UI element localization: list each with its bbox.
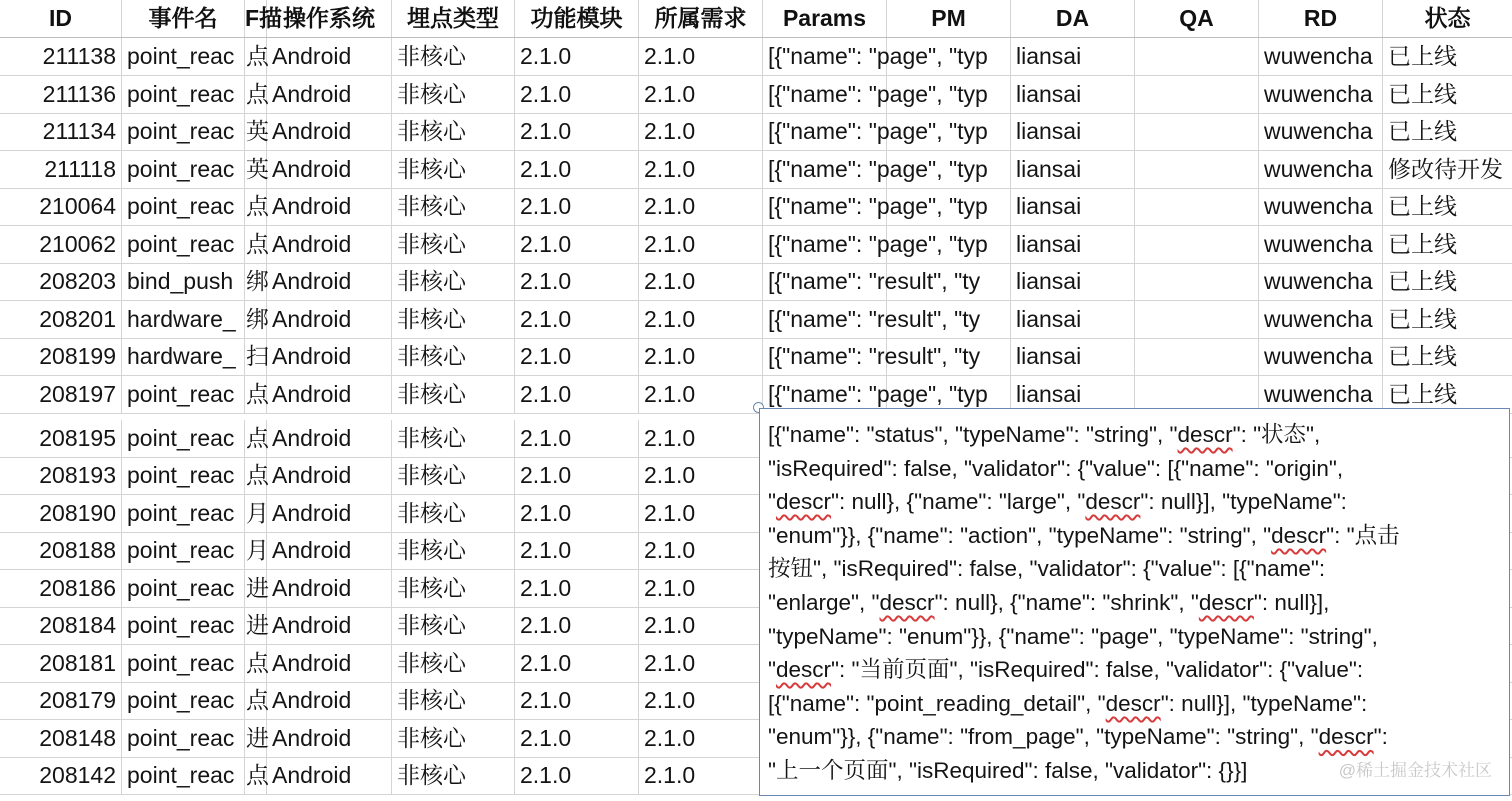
- cell-da[interactable]: liansai: [1011, 188, 1135, 225]
- cell-f[interactable]: 点: [245, 757, 267, 794]
- cell-f[interactable]: 点: [245, 38, 267, 75]
- cell-id[interactable]: 210062: [0, 226, 122, 263]
- cell-id[interactable]: 211118: [0, 151, 122, 188]
- cell-event-name[interactable]: point_reac: [122, 113, 245, 150]
- cell-event-name[interactable]: point_reac: [122, 188, 245, 225]
- header-event-name[interactable]: 事件名: [122, 0, 245, 37]
- cell-qa[interactable]: [1135, 38, 1259, 75]
- cell-os[interactable]: Android: [267, 301, 392, 338]
- cell-f[interactable]: 点: [245, 682, 267, 719]
- header-requirement[interactable]: 所属需求: [639, 0, 763, 37]
- popup-text: ": null}, {"name": "large", ": [831, 489, 1086, 515]
- header-os[interactable]: 操作系统: [267, 0, 392, 37]
- cell-track-type[interactable]: 非核心: [392, 38, 515, 75]
- cell-id[interactable]: 211134: [0, 113, 122, 150]
- cell-status[interactable]: 已上线: [1388, 343, 1457, 369]
- cell-module[interactable]: 2.1.0: [515, 226, 639, 263]
- cell-params[interactable]: [{"name": "page", "typ: [763, 376, 887, 413]
- spellcheck-flagged-word[interactable]: descr: [1318, 724, 1374, 750]
- cell-status[interactable]: 已上线: [1388, 43, 1457, 69]
- cell-f[interactable]: 点: [245, 226, 267, 263]
- cell-module[interactable]: 2.1.0: [515, 38, 639, 75]
- cell-module[interactable]: 2.1.0: [515, 682, 639, 719]
- cell-event-name[interactable]: point_reac: [122, 420, 245, 457]
- cell-track-type[interactable]: 非核心: [392, 532, 515, 569]
- cell-track-type[interactable]: 非核心: [392, 226, 515, 263]
- cell-event-name[interactable]: point_reac: [122, 495, 245, 532]
- cell-params[interactable]: [{"name": "page", "typ: [763, 188, 887, 225]
- cell-rd[interactable]: wuwencha: [1259, 338, 1383, 375]
- cell-qa[interactable]: [1135, 263, 1259, 300]
- cell-os[interactable]: Android: [267, 376, 392, 413]
- table-row: [0, 188, 1512, 226]
- cell-event-name[interactable]: bind_push: [122, 263, 245, 300]
- cell-params[interactable]: [{"name": "page", "typ: [763, 76, 887, 113]
- cell-qa[interactable]: [1135, 76, 1259, 113]
- cell-module[interactable]: 2.1.0: [515, 570, 639, 607]
- cell-params[interactable]: [{"name": "result", "ty: [763, 338, 887, 375]
- spellcheck-flagged-word[interactable]: descr: [1271, 522, 1327, 548]
- cell-requirement[interactable]: 2.1.0: [639, 188, 763, 225]
- cell-module[interactable]: 2.1.0: [515, 645, 639, 682]
- popup-text: ": "点击 按钮", "isRequired": false, "validator": {"value": [{"name": "enlarge", ": [768, 522, 1400, 615]
- cell-event-name[interactable]: point_reac: [122, 757, 245, 794]
- cell-id[interactable]: 208179: [0, 682, 122, 719]
- cell-id[interactable]: 208203: [0, 263, 122, 300]
- cell-requirement[interactable]: 2.1.0: [639, 76, 763, 113]
- popup-text: ": null}], "typeName": "enum"}}, {"name": "from_page", "typeName": "string", ": [768, 690, 1368, 750]
- cell-event-name[interactable]: point_reac: [122, 720, 245, 757]
- cell-track-type[interactable]: 非核心: [392, 757, 515, 794]
- header-da[interactable]: DA: [1011, 0, 1135, 37]
- cell-os[interactable]: Android: [267, 532, 392, 569]
- cell-pm[interactable]: [887, 338, 1011, 375]
- cell-os[interactable]: Android: [267, 113, 392, 150]
- cell-da[interactable]: liansai: [1011, 376, 1135, 413]
- cell-track-type[interactable]: 非核心: [392, 376, 515, 413]
- cell-requirement[interactable]: 2.1.0: [639, 757, 763, 794]
- spellcheck-flagged-word[interactable]: descr: [879, 589, 935, 615]
- cell-status[interactable]: 已上线: [1388, 81, 1457, 107]
- table-row: [0, 338, 1512, 376]
- cell-status[interactable]: 已上线: [1388, 268, 1457, 294]
- cell-requirement[interactable]: 2.1.0: [639, 495, 763, 532]
- cell-module[interactable]: 2.1.0: [515, 420, 639, 457]
- cell-module[interactable]: 2.1.0: [515, 338, 639, 375]
- cell-id[interactable]: 208181: [0, 645, 122, 682]
- header-params[interactable]: Params: [763, 0, 887, 37]
- header-f[interactable]: F描: [245, 0, 267, 37]
- popup-text: ": "状态", "isRequired": false, "validator": {"value": [{"name": "origin", ": [768, 422, 1344, 515]
- cell-module[interactable]: 2.1.0: [515, 301, 639, 338]
- cell-os[interactable]: Android: [267, 226, 392, 263]
- cell-rd[interactable]: wuwencha: [1259, 38, 1383, 75]
- cell-requirement[interactable]: 2.1.0: [639, 607, 763, 644]
- table-row: [0, 226, 1512, 264]
- cell-status[interactable]: 已上线: [1388, 381, 1457, 407]
- cell-track-type[interactable]: 非核心: [392, 607, 515, 644]
- cell-id[interactable]: 208197: [0, 376, 122, 413]
- cell-module[interactable]: 2.1.0: [515, 188, 639, 225]
- header-id[interactable]: ID: [0, 0, 122, 37]
- spellcheck-flagged-word[interactable]: descr: [1085, 489, 1141, 515]
- cell-qa[interactable]: [1135, 301, 1259, 338]
- cell-status[interactable]: 已上线: [1388, 306, 1457, 332]
- cell-requirement[interactable]: 2.1.0: [639, 645, 763, 682]
- cell-pm[interactable]: [887, 263, 1011, 300]
- cell-module[interactable]: 2.1.0: [515, 263, 639, 300]
- cell-f[interactable]: 点: [245, 645, 267, 682]
- cell-id[interactable]: 208193: [0, 457, 122, 494]
- cell-id[interactable]: 208186: [0, 570, 122, 607]
- table-row: [0, 113, 1512, 151]
- cell-f[interactable]: 进: [245, 570, 267, 607]
- cell-f[interactable]: 绑: [245, 263, 267, 300]
- cell-params[interactable]: [{"name": "page", "typ: [763, 226, 887, 263]
- cell-f[interactable]: 绑: [245, 301, 267, 338]
- table-row: [0, 151, 1512, 189]
- cell-os[interactable]: Android: [267, 151, 392, 188]
- cell-event-name[interactable]: point_reac: [122, 226, 245, 263]
- cell-os[interactable]: Android: [267, 263, 392, 300]
- cell-pm[interactable]: [887, 76, 1011, 113]
- cell-requirement[interactable]: 2.1.0: [639, 151, 763, 188]
- cell-requirement[interactable]: 2.1.0: [639, 338, 763, 375]
- cell-id[interactable]: 208195: [0, 420, 122, 457]
- cell-requirement[interactable]: 2.1.0: [639, 420, 763, 457]
- cell-id[interactable]: 208199: [0, 338, 122, 375]
- cell-os[interactable]: Android: [267, 76, 392, 113]
- cell-rd[interactable]: wuwencha: [1259, 301, 1383, 338]
- spellcheck-flagged-word[interactable]: descr: [776, 657, 832, 683]
- cell-os[interactable]: Android: [267, 682, 392, 719]
- cell-event-name[interactable]: point_reac: [122, 151, 245, 188]
- cell-os[interactable]: Android: [267, 645, 392, 682]
- cell-track-type[interactable]: 非核心: [392, 457, 515, 494]
- spellcheck-flagged-word[interactable]: descr: [1105, 690, 1161, 716]
- cell-track-type[interactable]: 非核心: [392, 263, 515, 300]
- cell-event-name[interactable]: point_reac: [122, 532, 245, 569]
- cell-status[interactable]: 已上线: [1388, 231, 1457, 257]
- popup-text: ": null}, {"name": "shrink", ": [934, 589, 1199, 615]
- cell-qa[interactable]: [1135, 188, 1259, 225]
- cell-da[interactable]: liansai: [1011, 301, 1135, 338]
- cell-da[interactable]: liansai: [1011, 151, 1135, 188]
- cell-id[interactable]: 208148: [0, 720, 122, 757]
- cell-rd[interactable]: wuwencha: [1259, 113, 1383, 150]
- cell-f[interactable]: 进: [245, 720, 267, 757]
- cell-requirement[interactable]: 2.1.0: [639, 263, 763, 300]
- cell-id[interactable]: 208184: [0, 607, 122, 644]
- cell-params[interactable]: [{"name": "page", "typ: [763, 151, 887, 188]
- cell-rd[interactable]: wuwencha: [1259, 76, 1383, 113]
- header-track-type[interactable]: 埋点类型: [392, 0, 515, 37]
- spellcheck-flagged-word[interactable]: descr: [1198, 589, 1254, 615]
- cell-module[interactable]: 2.1.0: [515, 376, 639, 413]
- cell-event-name[interactable]: point_reac: [122, 76, 245, 113]
- cell-da[interactable]: liansai: [1011, 113, 1135, 150]
- cell-event-name[interactable]: point_reac: [122, 376, 245, 413]
- cell-os[interactable]: Android: [267, 338, 392, 375]
- header-row: [0, 0, 1512, 38]
- cell-rd[interactable]: wuwencha: [1259, 188, 1383, 225]
- cell-module[interactable]: 2.1.0: [515, 113, 639, 150]
- cell-id[interactable]: 210064: [0, 188, 122, 225]
- cell-requirement[interactable]: 2.1.0: [639, 720, 763, 757]
- cell-rd[interactable]: wuwencha: [1259, 263, 1383, 300]
- cell-id[interactable]: 208188: [0, 532, 122, 569]
- cell-id[interactable]: 211138: [0, 38, 122, 75]
- cell-module[interactable]: 2.1.0: [515, 151, 639, 188]
- cell-requirement[interactable]: 2.1.0: [639, 301, 763, 338]
- header-status[interactable]: 状态: [1424, 5, 1471, 31]
- cell-os[interactable]: Android: [267, 457, 392, 494]
- cell-rd[interactable]: wuwencha: [1259, 376, 1383, 413]
- cell-params[interactable]: [{"name": "page", "typ: [763, 113, 887, 150]
- cell-rd[interactable]: wuwencha: [1259, 151, 1383, 188]
- cell-pm[interactable]: [887, 38, 1011, 75]
- cell-pm[interactable]: [887, 226, 1011, 263]
- cell-rd[interactable]: wuwencha: [1259, 226, 1383, 263]
- popup-text: ": null}], "typeName": "enum"}}, {"name": "page", "typeName": "string", ": [768, 589, 1378, 683]
- cell-event-name[interactable]: point_reac: [122, 645, 245, 682]
- cell-track-type[interactable]: 非核心: [392, 76, 515, 113]
- cell-requirement[interactable]: 2.1.0: [639, 113, 763, 150]
- cell-event-name[interactable]: hardware_: [122, 301, 245, 338]
- cell-id[interactable]: 208190: [0, 495, 122, 532]
- cell-event-name[interactable]: point_reac: [122, 457, 245, 494]
- cell-f[interactable]: 点: [245, 457, 267, 494]
- table-row: [0, 263, 1512, 301]
- cell-params[interactable]: [{"name": "page", "typ: [763, 38, 887, 75]
- popup-text: [{"name": "status", "typeName": "string", ": [768, 422, 1178, 447]
- cell-f[interactable]: 点: [245, 76, 267, 113]
- popup-text: ": "当前页面", "isRequired": false, "validator": {"value": [{"name": "point_reading_detail", ": [768, 657, 1364, 716]
- cell-track-type[interactable]: 非核心: [392, 682, 515, 719]
- cell-qa[interactable]: [1135, 151, 1259, 188]
- header-qa[interactable]: QA: [1135, 0, 1259, 37]
- cell-track-type[interactable]: 非核心: [392, 720, 515, 757]
- cell-id[interactable]: 208142: [0, 757, 122, 794]
- cell-qa[interactable]: [1135, 338, 1259, 375]
- cell-event-name[interactable]: point_reac: [122, 607, 245, 644]
- cell-requirement[interactable]: 2.1.0: [639, 570, 763, 607]
- cell-os[interactable]: Android: [267, 607, 392, 644]
- expanded-cell-popup[interactable]: [759, 408, 1510, 796]
- cell-module[interactable]: 2.1.0: [515, 532, 639, 569]
- cell-f[interactable]: 月: [245, 495, 267, 532]
- table-row: [0, 38, 1512, 76]
- cell-event-name[interactable]: point_reac: [122, 682, 245, 719]
- cell-os[interactable]: Android: [267, 570, 392, 607]
- cell-requirement[interactable]: 2.1.0: [639, 457, 763, 494]
- cell-params[interactable]: [{"name": "result", "ty: [763, 263, 887, 300]
- cell-track-type[interactable]: 非核心: [392, 570, 515, 607]
- popup-text: ": "上一个页面", "isRequired": false, "validator": {}}]: [768, 724, 1388, 783]
- cell-track-type[interactable]: 非核心: [392, 420, 515, 457]
- cell-track-type[interactable]: 非核心: [392, 113, 515, 150]
- cell-f[interactable]: 英: [245, 151, 267, 188]
- cell-track-type[interactable]: 非核心: [392, 495, 515, 532]
- cell-da[interactable]: liansai: [1011, 263, 1135, 300]
- cell-event-name[interactable]: point_reac: [122, 570, 245, 607]
- cell-event-name[interactable]: point_reac: [122, 38, 245, 75]
- cell-pm[interactable]: [887, 113, 1011, 150]
- cell-track-type[interactable]: 非核心: [392, 188, 515, 225]
- cell-f[interactable]: 扫: [245, 338, 267, 375]
- cell-module[interactable]: 2.1.0: [515, 76, 639, 113]
- cell-os[interactable]: Android: [267, 757, 392, 794]
- cell-da[interactable]: liansai: [1011, 338, 1135, 375]
- cell-os[interactable]: Android: [267, 495, 392, 532]
- cell-qa[interactable]: [1135, 113, 1259, 150]
- cell-f[interactable]: 点: [245, 376, 267, 413]
- cell-pm[interactable]: [887, 188, 1011, 225]
- popup-text: ": null}], "typeName": "enum"}}, {"name": "action", "typeName": "string", ": [768, 489, 1347, 548]
- cell-track-type[interactable]: 非核心: [392, 301, 515, 338]
- cell-status[interactable]: 修改待开发: [1388, 156, 1503, 182]
- cell-f[interactable]: 点: [245, 188, 267, 225]
- table-row: [0, 76, 1512, 114]
- cell-id[interactable]: 208201: [0, 301, 122, 338]
- cell-f[interactable]: 进: [245, 607, 267, 644]
- header-rd[interactable]: RD: [1259, 0, 1383, 37]
- cell-f[interactable]: 点: [245, 420, 267, 457]
- cell-status[interactable]: 已上线: [1388, 193, 1457, 219]
- cell-requirement[interactable]: 2.1.0: [639, 38, 763, 75]
- cell-pm[interactable]: [887, 301, 1011, 338]
- table-row: [0, 301, 1512, 339]
- spellcheck-flagged-word[interactable]: descr: [776, 489, 832, 515]
- cell-requirement[interactable]: 2.1.0: [639, 226, 763, 263]
- cell-os[interactable]: Android: [267, 420, 392, 457]
- cell-id[interactable]: 211136: [0, 76, 122, 113]
- cell-requirement[interactable]: 2.1.0: [639, 532, 763, 569]
- cell-track-type[interactable]: 非核心: [392, 151, 515, 188]
- cell-track-type[interactable]: 非核心: [392, 645, 515, 682]
- cell-f[interactable]: 英: [245, 113, 267, 150]
- header-module[interactable]: 功能模块: [515, 0, 639, 37]
- cell-params[interactable]: [{"name": "result", "ty: [763, 301, 887, 338]
- cell-module[interactable]: 2.1.0: [515, 607, 639, 644]
- cell-requirement[interactable]: 2.1.0: [639, 682, 763, 719]
- spellcheck-flagged-word[interactable]: descr: [1177, 422, 1233, 447]
- cell-module[interactable]: 2.1.0: [515, 495, 639, 532]
- cell-os[interactable]: Android: [267, 188, 392, 225]
- watermark: @稀土掘金技术社区: [1338, 761, 1492, 780]
- header-pm[interactable]: PM: [887, 0, 1011, 37]
- cell-module[interactable]: 2.1.0: [515, 720, 639, 757]
- cell-status[interactable]: 已上线: [1388, 118, 1457, 144]
- cell-da[interactable]: liansai: [1011, 38, 1135, 75]
- cell-requirement[interactable]: 2.1.0: [639, 376, 763, 413]
- cell-os[interactable]: Android: [267, 720, 392, 757]
- cell-module[interactable]: 2.1.0: [515, 757, 639, 794]
- cell-track-type[interactable]: 非核心: [392, 338, 515, 375]
- cell-da[interactable]: liansai: [1011, 76, 1135, 113]
- cell-module[interactable]: 2.1.0: [515, 457, 639, 494]
- cell-qa[interactable]: [1135, 226, 1259, 263]
- cell-f[interactable]: 月: [245, 532, 267, 569]
- cell-event-name[interactable]: hardware_: [122, 338, 245, 375]
- cell-os[interactable]: Android: [267, 38, 392, 75]
- cell-da[interactable]: liansai: [1011, 226, 1135, 263]
- cell-pm[interactable]: [887, 151, 1011, 188]
